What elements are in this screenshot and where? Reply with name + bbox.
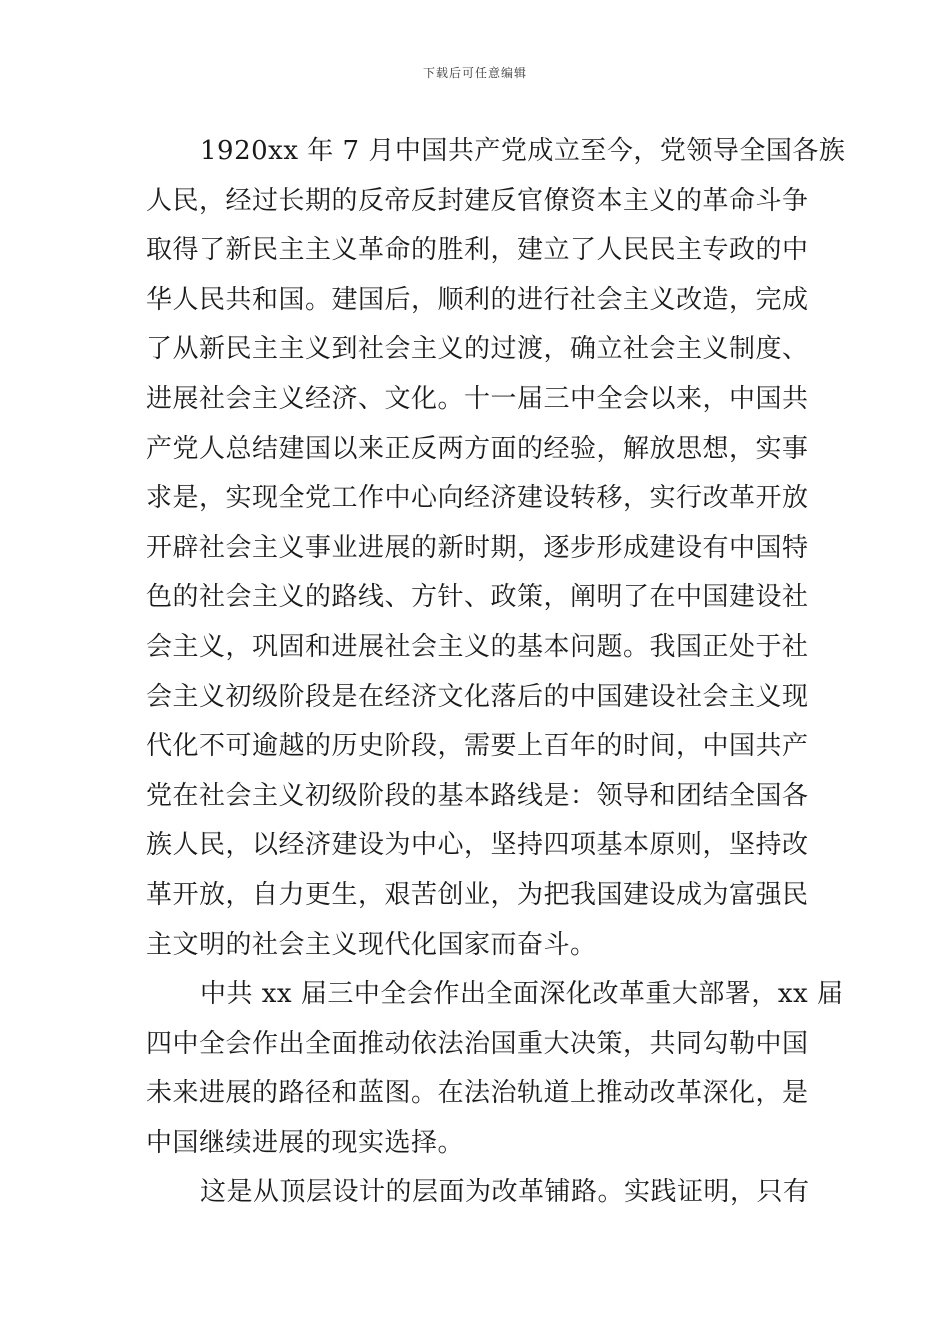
paragraph-1-line: 产党人总结建国以来正反两方面的经验，解放思想，实事 [146,433,809,464]
page-header: 下载后可任意编辑 [422,66,527,80]
paragraph-3-line: 这是从顶层设计的层面为改革铺路。实践证明，只有 [200,1177,810,1208]
paragraph-1-line: 取得了新民主主义革命的胜利，建立了人民民主专政的中 [146,235,809,266]
paragraph-1-line: 1920xx 年 7 月中国共产党成立至今，党领导全国各族 [200,136,846,166]
paragraph-1-line: 开辟社会主义事业进展的新时期，逐步形成建设有中国特 [146,532,809,563]
paragraph-2-line: 中国继续进展的现实选择。 [146,1127,465,1158]
paragraph-1-line: 主文明的社会主义现代化国家而奋斗。 [146,929,597,960]
paragraph-1-line: 求是，实现全党工作中心向经济建设转移，实行改革开放 [146,483,809,514]
paragraph-1-line: 族人民，以经济建设为中心，坚持四项基本原则，坚持改 [146,830,809,861]
paragraph-2-line: 中共 xx 届三中全会作出全面深化改革重大部署，xx 届 [200,979,844,1010]
paragraph-1-line: 代化不可逾越的历史阶段，需要上百年的时间，中国共产 [146,731,809,762]
paragraph-1-line: 人民，经过长期的反帝反封建反官僚资本主义的革命斗争 [146,185,809,216]
paragraph-1-line: 会主义初级阶段是在经济文化落后的中国建设社会主义现 [146,681,809,712]
paragraph-2-line: 未来进展的路径和蓝图。在法治轨道上推动改革深化，是 [146,1078,809,1109]
paragraph-1-line: 色的社会主义的路线、方针、政策，阐明了在中国建设社 [146,582,809,613]
document-body [146,127,846,1218]
paragraph-1-line: 华人民共和国。建国后，顺利的进行社会主义改造，完成 [146,284,809,315]
paragraph-1-line: 了从新民主主义到社会主义的过渡，确立社会主义制度、 [146,334,809,365]
paragraph-1-line: 会主义，巩固和进展社会主义的基本问题。我国正处于社 [146,631,809,662]
paragraph-1-line: 革开放，自力更生，艰苦创业，为把我国建设成为富强民 [146,879,809,910]
paragraph-1-line: 党在社会主义初级阶段的基本路线是：领导和团结全国各 [146,780,809,811]
paragraph-2-line: 四中全会作出全面推动依法治国重大决策，共同勾勒中国 [146,1028,809,1059]
paragraph-1-line: 进展社会主义经济、文化。十一届三中全会以来，中国共 [146,383,809,414]
